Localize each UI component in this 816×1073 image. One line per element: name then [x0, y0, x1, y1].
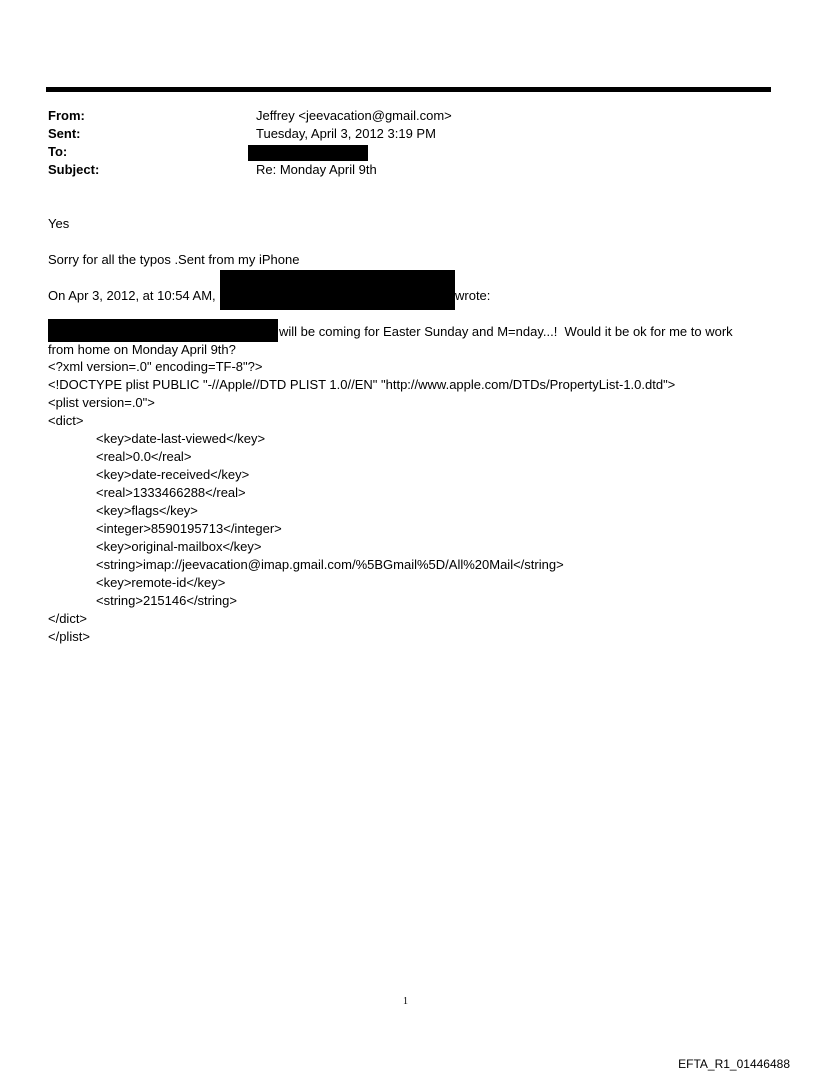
plist-entry: <real>1333466288</real>	[96, 485, 246, 500]
subject-label: Subject:	[48, 162, 100, 177]
page-number: 1	[403, 996, 408, 1007]
to-label: To:	[48, 144, 68, 159]
sent-label: Sent:	[48, 126, 81, 141]
reply-text: Yes	[48, 216, 70, 231]
plist-entry: <key>flags</key>	[96, 503, 198, 518]
redaction-recipient	[248, 145, 368, 161]
sent-row	[48, 125, 748, 143]
plist-open-tag: <plist version=.0">	[48, 395, 155, 410]
header-divider	[46, 87, 771, 92]
redaction-quoted-name	[48, 319, 278, 342]
subject-value: Re: Monday April 9th	[256, 162, 377, 177]
signature-text: Sorry for all the typos .Sent from my iPhone	[48, 252, 300, 267]
quote-intro-suffix: wrote:	[455, 288, 491, 303]
sent-value: Tuesday, April 3, 2012 3:19 PM	[256, 126, 436, 141]
plist-xml-declaration: <?xml version=.0" encoding=TF-8"?>	[48, 359, 263, 374]
quoted-line-1: will be coming for Easter Sunday and M=nday...! Would it be ok for me to work	[279, 324, 733, 339]
from-row	[48, 107, 748, 125]
plist-close-tag: </plist>	[48, 629, 90, 644]
dict-close-tag: </dict>	[48, 611, 88, 626]
plist-entry: <key>original-mailbox</key>	[96, 539, 262, 554]
plist-entry: <key>remote-id</key>	[96, 575, 226, 590]
plist-entry: <real>0.0</real>	[96, 449, 192, 464]
quoted-line-2: from home on Monday April 9th?	[48, 342, 236, 357]
to-row	[48, 143, 748, 161]
redaction-sender	[220, 270, 455, 310]
dict-open-tag: <dict>	[48, 413, 84, 428]
bates-number: EFTA_R1_01446488	[678, 1057, 790, 1071]
from-label: From:	[48, 108, 85, 123]
plist-entry: <string>215146</string>	[96, 593, 237, 608]
subject-row	[48, 161, 748, 179]
from-value: Jeffrey <jeevacation@gmail.com>	[256, 108, 452, 123]
plist-entry: <key>date-last-viewed</key>	[96, 431, 266, 446]
plist-entry: <key>date-received</key>	[96, 467, 250, 482]
plist-entry: <string>imap://jeevacation@imap.gmail.com/%5BGmail%5D/All%20Mail</string>	[96, 557, 564, 572]
quote-intro-prefix: On Apr 3, 2012, at 10:54 AM,	[48, 288, 216, 303]
plist-doctype: <!DOCTYPE plist PUBLIC "-//Apple//DTD PLIST 1.0//EN" "http://www.apple.com/DTDs/PropertyList-1.0.dtd">	[48, 377, 676, 392]
plist-entry: <integer>8590195713</integer>	[96, 521, 282, 536]
